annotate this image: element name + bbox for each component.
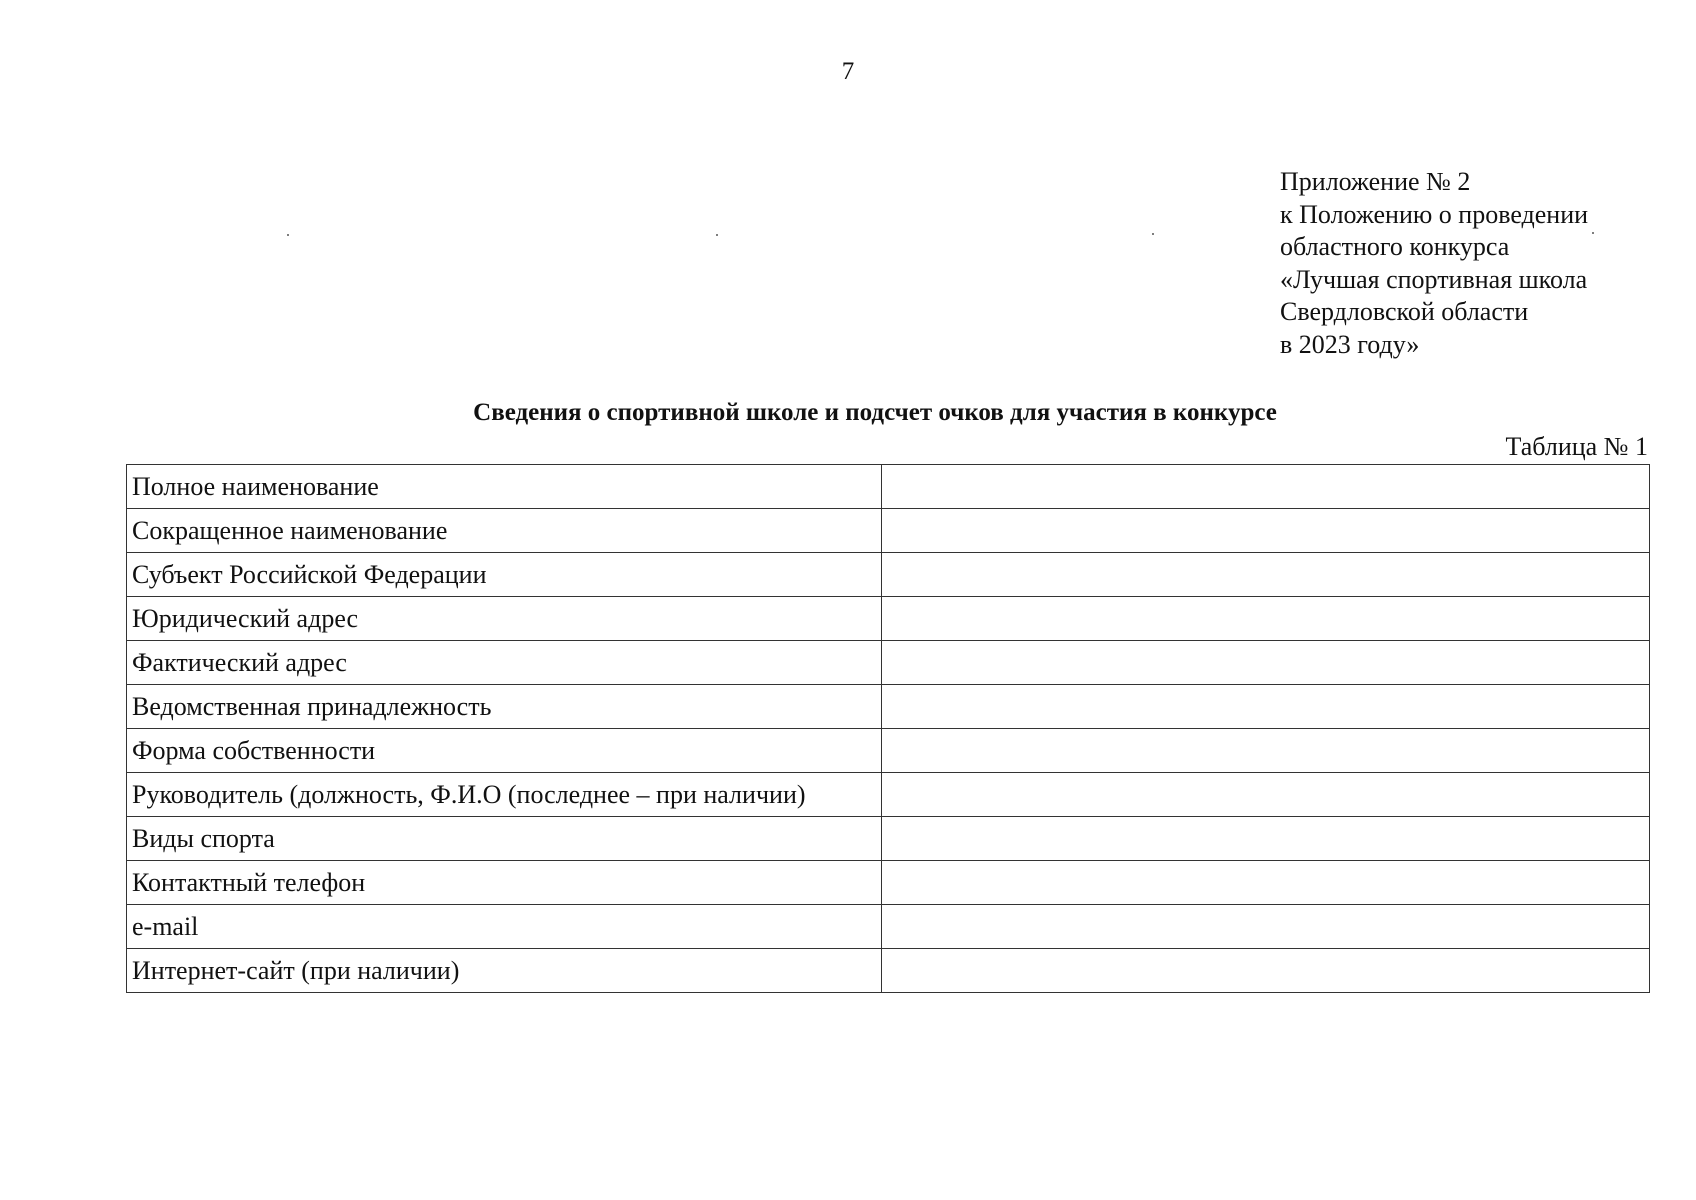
table-row: [127, 465, 1650, 509]
row-value-field[interactable]: [882, 817, 1650, 861]
row-label: Виды спорта: [127, 817, 882, 861]
row-value-field[interactable]: [882, 685, 1650, 729]
table-row: [127, 509, 1650, 553]
scan-speck: [1592, 232, 1594, 234]
row-label: Субъект Российской Федерации: [127, 553, 882, 597]
table-caption: Таблица № 1: [1505, 432, 1648, 461]
row-value-field[interactable]: [882, 773, 1650, 817]
appendix-line: в 2023 году»: [1280, 329, 1420, 359]
table-row: [127, 685, 1650, 729]
row-label: Сокращенное наименование: [127, 509, 882, 553]
scan-speck: [1152, 233, 1154, 235]
scan-speck: [287, 234, 289, 236]
row-value-field[interactable]: [882, 509, 1650, 553]
row-value-field[interactable]: [882, 597, 1650, 641]
table-row: [127, 553, 1650, 597]
appendix-line: к Положению о проведении: [1280, 199, 1589, 229]
table-row: [127, 597, 1650, 641]
table-row: [127, 773, 1650, 817]
appendix-line: Приложение № 2: [1280, 167, 1471, 196]
table-row: [127, 905, 1650, 949]
row-value-field[interactable]: [882, 729, 1650, 773]
row-value-field[interactable]: [882, 949, 1650, 993]
row-label: Форма собственности: [127, 729, 882, 773]
appendix-line: Свердловской области: [1280, 297, 1529, 326]
table-row: [127, 641, 1650, 685]
school-info-table: [126, 464, 1650, 993]
appendix-note: [1280, 166, 1588, 361]
row-label: Ведомственная принадлежность: [127, 685, 882, 729]
table-row: [127, 949, 1650, 993]
row-value-field[interactable]: [882, 861, 1650, 905]
row-label: Контактный телефон: [127, 861, 882, 905]
table-row: [127, 861, 1650, 905]
appendix-line: «Лучшая спортивная школа: [1280, 264, 1588, 294]
row-value-field[interactable]: [882, 553, 1650, 597]
row-label: Полное наименование: [127, 465, 882, 509]
appendix-line: областного конкурса: [1280, 232, 1510, 261]
table-row: [127, 817, 1650, 861]
row-label: Интернет-сайт (при наличии): [127, 949, 882, 993]
row-label: Фактический адрес: [127, 641, 882, 685]
row-label: Юридический адрес: [127, 597, 882, 641]
document-title: Сведения о спортивной школе и подсчет очков для участия в конкурсе: [473, 399, 1277, 426]
table-row: [127, 729, 1650, 773]
row-label: e-mail: [127, 905, 882, 949]
scan-speck: [716, 234, 718, 236]
row-value-field[interactable]: [882, 465, 1650, 509]
row-label: Руководитель (должность, Ф.И.О (последнее – при наличии): [127, 773, 882, 817]
row-value-field[interactable]: [882, 641, 1650, 685]
page-number: 7: [841, 58, 855, 85]
row-value-field[interactable]: [882, 905, 1650, 949]
